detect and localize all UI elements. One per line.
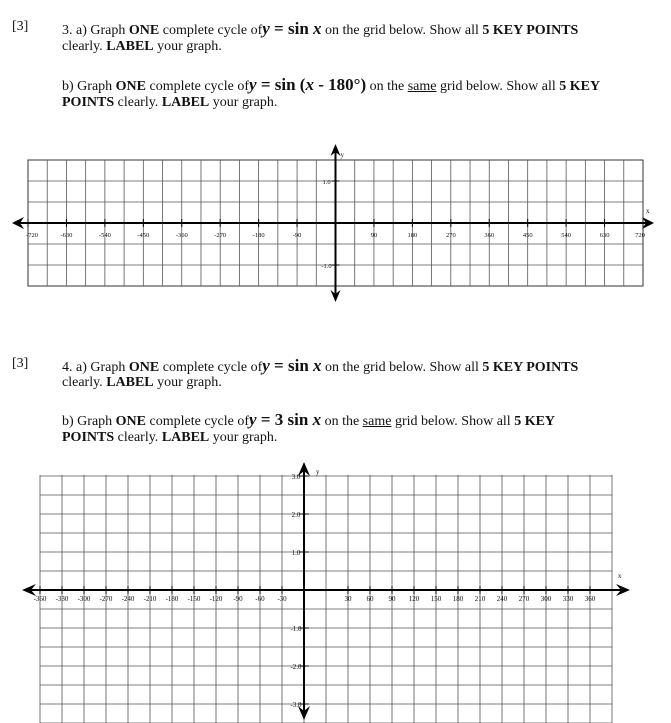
q3-a-line2: clearly. LABEL your graph. [62, 39, 222, 54]
graph-2-x-tick-label: -240 [121, 595, 135, 603]
graph-2-x-tick-label: 270 [518, 595, 530, 603]
graph-2-x-tick-label: -300 [77, 595, 91, 603]
graph-2-y-tick-label: 3.0 [291, 473, 301, 481]
graph-2-x-tick-label: 180 [452, 595, 464, 603]
graph-2-x-axis-label: x [618, 572, 622, 580]
graph-2-x-tick-label: 60 [366, 595, 374, 603]
graph-1-x-tick-label: -540 [98, 232, 111, 239]
graph-2-x-tick-label: 210 [474, 595, 486, 603]
graph-2-x-tick-label: -360 [33, 595, 47, 603]
graph-1-y-tick-label: 1.0 [322, 179, 331, 186]
graph-2-y-tick-label: -3.0 [290, 701, 302, 709]
graph-1-x-tick-label: -180 [252, 232, 265, 239]
graph-1-x-tick-label: -360 [175, 232, 188, 239]
graph-2-x-tick-label: 90 [388, 595, 396, 603]
graph-1-x-tick-label: 630 [599, 232, 610, 239]
graph-1-x-tick-label: -720 [26, 232, 38, 239]
graph-1-x-tick-label: 540 [561, 232, 571, 239]
graph-1-x-tick-label: 180 [407, 232, 418, 239]
graph-2-y-tick-label: 1.0 [291, 549, 301, 557]
graph-2-x-tick-label: -270 [99, 595, 113, 603]
q4-b-line2: POINTS clearly. LABEL your graph. [62, 430, 278, 445]
graph-2-x-tick-label: -330 [55, 595, 69, 603]
q3-b-line2: POINTS clearly. LABEL your graph. [62, 95, 278, 110]
graph-2-x-tick-label: -30 [277, 595, 287, 603]
graph-2-x-tick-label: 240 [496, 595, 508, 603]
q4-b-line1: b) Graph ONE complete cycle ofy = 3 sin x on the same grid below. Show all 5 KEY [62, 410, 556, 429]
graph-1-y-axis-label: y [340, 151, 344, 159]
graph-2-y-tick-label: -1.0 [290, 625, 302, 633]
graph-1-x-tick-label: 450 [522, 232, 533, 239]
graph-2-y-axis-label: y [316, 468, 320, 476]
q3-points: [3] [12, 19, 29, 34]
graph-2-x-tick-label: -180 [165, 595, 179, 603]
graph-2-x-tick-label: 30 [344, 595, 352, 603]
graph-2-y-tick-label: -2.0 [290, 663, 302, 671]
graph-2-y-tick-label: 2.0 [291, 511, 301, 519]
graph-1-x-tick-label: 360 [484, 232, 495, 239]
graph-1-x-tick-label: 270 [445, 232, 456, 239]
graph-1-y-tick-label: -1.0 [321, 263, 332, 270]
q4-a-line2: clearly. LABEL your graph. [62, 375, 222, 390]
graph-1-x-axis-label: x [646, 207, 650, 215]
graph-2-x-tick-label: -210 [143, 595, 157, 603]
graph-2-x-tick-label: -60 [255, 595, 265, 603]
graph-2-x-tick-label: 300 [540, 595, 552, 603]
graph-1-x-tick-label: -450 [137, 232, 150, 239]
graph-1-x-tick-label: 90 [370, 232, 378, 239]
q3-b-line1: b) Graph ONE complete cycle ofy = sin (x - 180°) on the same grid below. Show all 5 KEY [62, 75, 601, 94]
q4-points: [3] [12, 356, 29, 371]
graph-2-x-tick-label: 150 [430, 595, 442, 603]
graph-1-x-tick-label: -90 [292, 232, 302, 239]
graph-1-x-tick-label: -270 [214, 232, 227, 239]
graph-1-x-tick-label: -630 [60, 232, 73, 239]
graph-2-x-tick-label: -120 [209, 595, 223, 603]
q4-a-line1: 4. a) Graph ONE complete cycle ofy = sin x on the grid below. Show all 5 KEY POINTS [62, 356, 579, 375]
q3-a-line1: 3. a) Graph ONE complete cycle ofy = sin x on the grid below. Show all 5 KEY POINTS [62, 19, 579, 38]
graph-2-x-tick-label: 330 [562, 595, 574, 603]
graph-2-x-tick-label: 120 [408, 595, 420, 603]
graph-1-x-tick-label: 720 [635, 232, 645, 239]
graph-2-x-tick-label: 360 [584, 595, 596, 603]
graph-2-x-tick-label: -90 [233, 595, 243, 603]
graph-2-x-tick-label: -150 [187, 595, 201, 603]
